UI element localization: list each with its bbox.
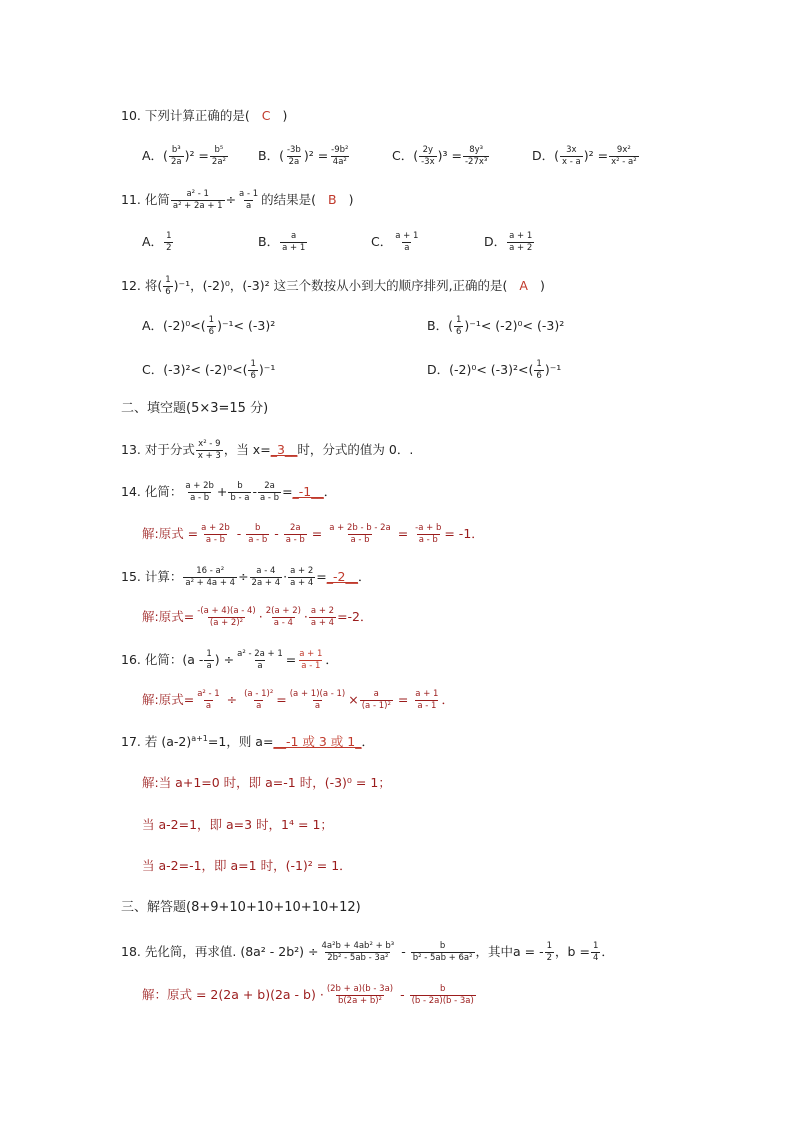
q10-option-d: D．( $\frac{3x}{x - a}$ )² = $\frac{\text{9x²}}{\text{x² - a²}}$ [532, 145, 637, 167]
q16-answer: $\frac{a + 1}{a - 1}$ [299, 649, 323, 671]
section-3-heading: 三、解答题(8+9+10+10+10+10+12) [121, 900, 361, 915]
q11-option-d: D． $\frac{a + 1}{a + 2}$ [484, 231, 533, 253]
q17-stem: 17. 若 $(a-2)^{a+1}=1$，则 a=__-1 或 3 或 1_． [121, 734, 374, 750]
q11-answer: B [328, 191, 337, 207]
q10-option-b: B．( $\frac{-3b}{2a}$ )² = $\frac{\text{-9b²}}{\text{4a²}}$ [258, 145, 349, 167]
q17-solution-line-2: 当 a-2=1，即 a=3 时，1⁴ = 1； [142, 817, 333, 832]
q10-answer: C [261, 108, 271, 123]
q13-answer: _3__ [270, 441, 298, 457]
q18-stem: 18. 先化简，再求值. (8a² - 2b²) ÷ $\frac{\text{4a²b + 4ab² + b³}}{\text{2b² - 5ab - 3a²}}$ - $\frac{b}{\text{b² - 5ab + 6a²}}$ ，其中a = - $\frac{1}{2}$ ，b = $\frac{1}{4}$ ． [121, 941, 614, 963]
q12-option-b: B．( $\frac{1}{6}$ )⁻¹< (-2)⁰< (-3)² [427, 315, 565, 337]
q11-stem: 11. 化简 $\frac{\text{a² - 1}}{\text{a² + 2a + 1}}$ ÷ $\frac{a - 1}{a}$ 的结果是( B ) [121, 189, 354, 211]
q14-stem: 14. 化简： $\frac{a + 2b}{a - b}$ + $\frac{b}{b - a}$ - $\frac{2a}{a - b}$ =_-1__． [121, 481, 337, 503]
q16-solution: 解:原式= $\frac{\text{a² - 1}}{a}$ ÷ $\frac{\text{(a - 1)²}}{a}$ = $\frac{(a + 1)(a - 1)}{a}$ × $\frac{a}{\text{(a - 1)²}}$ = $\frac{a + 1}{a - 1}$ ． [142, 689, 454, 711]
q17-solution-line-3: 当 a-2=-1，即 a=1 时，(-1)² = 1． [142, 858, 352, 873]
q10-stem: 10. 下列计算正确的是( C ) [121, 108, 288, 123]
q10-option-c: C．( $\frac{2y}{-3x}$ )³ = $\frac{\text{8y³}}{\text{-27x³}}$ [392, 145, 488, 167]
q15-solution: 解:原式= $\frac{-(a + 4)(a - 4)}{\text{(a + 2)²}}$ · $\frac{2(a + 2)}{a - 4}$ · $\frac{a + 2}{a + 4}$ =-2． [142, 606, 373, 628]
q12-option-c: C．(-3)²< (-2)⁰<( $\frac{1}{6}$ )⁻¹ [142, 359, 276, 381]
q12-option-d: D．(-2)⁰< (-3)²<( $\frac{1}{6}$ )⁻¹ [427, 359, 562, 381]
q18-solution: 解：原式 = 2(2a + b)(2a - b) · $\frac{(2b + a)(b - 3a)}{\text{b(2a + b)²}}$ - $\frac{b}{(b - 2a)(b - 3a)}$ [142, 984, 474, 1006]
q17-solution-line-1: 解:当 a+1=0 时，即 a=-1 时，(-3)⁰ = 1； [142, 775, 391, 790]
section-2-heading: 二、填空题(5×3=15 分) [121, 401, 269, 416]
q10-option-a: A．( $\frac{\text{b³}}{2a}$ )² = $\frac{\text{b⁵}}{\text{2a²}}$ [142, 145, 226, 167]
q14-answer: _-1__ [292, 483, 324, 499]
q14-solution: 解:原式 = $\frac{a + 2b}{a - b}$ - $\frac{b}{a - b}$ - $\frac{2a}{a - b}$ = $\frac{a + 2b - b - 2a}{a - b}$ = $\frac{-a + b}{a - b}$ = -1． [142, 523, 484, 545]
q13-stem: 13. 对于分式 $\frac{\text{x² - 9}}{x + 3}$ ，当 x=_3__时，分式的值为 0．. [121, 439, 414, 461]
q15-stem: 15. 计算： $\frac{\text{16 - a²}}{\text{a² + 4a + 4}}$ ÷ $\frac{a - 4}{2a + 4}$ · $\frac{a + 2}{a + 4}$ =_-2__． [121, 566, 371, 588]
q12-stem: 12. 将( $\frac{1}{6}$ )⁻¹，(-2)⁰，(-3)² 这三个数按从小到大的顺序排列,正确的是( A ) [121, 275, 545, 297]
q16-stem: 16. 化简：(a - $\frac{1}{a}$ ) ÷ $\frac{\text{a² - 2a + 1}}{a}$ = $\frac{a + 1}{a - 1}$ ． [121, 649, 338, 671]
q11-option-c: C． $\frac{a + 1}{a}$ [371, 231, 419, 253]
q12-option-a: A．(-2)⁰<( $\frac{1}{6}$ )⁻¹< (-3)² [142, 315, 276, 337]
q15-answer: _-2__ [326, 568, 358, 584]
q11-option-b: B． $\frac{a}{a + 1}$ [258, 231, 306, 253]
q12-answer: A [519, 277, 528, 293]
q11-option-a: A． $\frac{1}{2}$ [142, 231, 172, 253]
q17-answer: __-1 或 3 或 1_ [273, 734, 362, 750]
